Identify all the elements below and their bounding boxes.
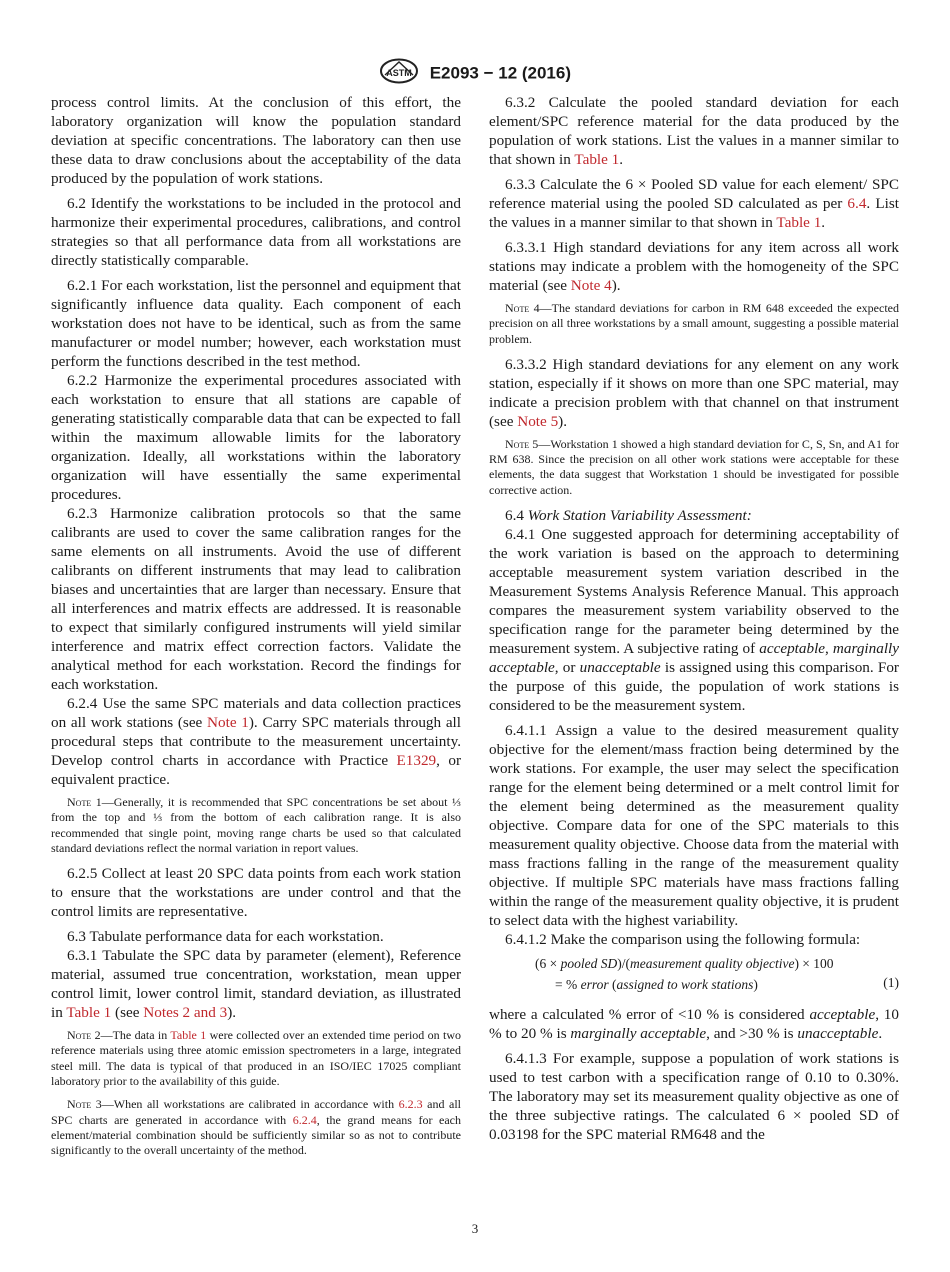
- paragraph-6-2-2: 6.2.2 Harmonize the experimental procedures associated with each workstation to ensure that all stations are capable of generating statistically comparable data that can be expected to fall within the maximum allowable limits for the laboratory organization. Ideally, all workstations within the laboratory organization will have essentially the same experimental procedures.: [51, 372, 461, 503]
- formula-line-2: = % error (assigned to work stations): [555, 977, 758, 993]
- formula-line-1: (6 × pooled SD)/(measurement quality objective) × 100: [535, 956, 834, 972]
- table-1-link-2[interactable]: Table 1: [574, 151, 620, 168]
- section-6-2-3-link[interactable]: 6.2.3: [398, 1097, 423, 1112]
- paragraph-6-3-2: 6.3.2 Calculate the pooled standard deviation for each element/SPC reference material for the data produced by the population of work stations. List the values in a manner similar to that shown in Table 1.: [489, 94, 899, 168]
- standard-designation: E2093 − 12 (2016): [429, 63, 572, 83]
- notes-2-3-link[interactable]: Notes 2 and 3: [143, 1004, 228, 1022]
- paragraph-where: where a calculated % error of <10 % is considered acceptable, 10 % to 20 % is marginally acceptable, and >30 % is unacceptable.: [489, 1006, 899, 1043]
- paragraph-6-2-5: 6.2.5 Collect at least 20 SPC data points from each work station to ensure that the workstations are under control and that the control limits are representative.: [51, 865, 461, 921]
- paragraph-6-2-1: 6.2.1 For each workstation, list the personnel and equipment that significantly influence data quality. Each component of each workstation does not have to be identical, such as from the same manufacturer or model number; however, each workstation must perform the functions described in the test method.: [51, 277, 461, 370]
- section-6-4-heading: 6.4 Work Station Variability Assessment:: [505, 507, 752, 525]
- e1329-link[interactable]: E1329: [396, 752, 437, 769]
- paragraph-6-3-3: 6.3.3 Calculate the 6 × Pooled SD value for each element/ SPC reference material using the pooled SD calculated as per 6.4. List the values in a manner similar to that shown in Table 1.: [489, 176, 899, 231]
- paragraph-6-4-1-1: 6.4.1.1 Assign a value to the desired measurement quality objective for the element/mass fraction being determined by the work stations. For example, the user may select the specification range for the element being determined or a melt control limit for the element being determined as the measurement quality objective. Compare data for one of the SPC materials to this measurement quality objective. Choose data from the material with mass fractions falling in the range of the measurement quality objective. If multiple SPC materials have mass fractions falling within the range of the measurement quality objective, it is prudent to select data with the highest variability.: [489, 722, 899, 930]
- section-6-2-4-link[interactable]: 6.2.4: [292, 1112, 317, 1127]
- paragraph-6-2-4: 6.2.4 Use the same SPC materials and data collection practices on all work stations (see Note 1). Carry SPC materials through all procedural steps that contribute to the measurement uncertainty. Develop control charts in accordance with Practice E1329, or equivalent practice.: [51, 695, 462, 788]
- section-6-4-link[interactable]: 6.4: [847, 195, 867, 212]
- note-2-table-1-link[interactable]: Table 1: [170, 1028, 207, 1043]
- note-5: Note 5—Workstation 1 showed a high standard deviation for C, S, Sn, and A1 for RM 638. Since the precision on all other work stations were acceptable for these elements, the data suggest that Workstation 1 should be investigated for possible corrective action.: [489, 436, 900, 497]
- paragraph-6-3-1: 6.3.1 Tabulate the SPC data by parameter (element), Reference material, assumed true concentration, workstation, mean upper control limit, lower control limit, standard deviation, as illustrated in Table 1 (see Notes 2 and 3).: [51, 947, 461, 1022]
- paragraph-intro-cont: process control limits. At the conclusion of this effort, the laboratory organization will know the population standard deviation at specific concentrations. The laboratory can then use these data to draw conclusions about the acceptability of the data produced by the population of work stations.: [51, 94, 461, 187]
- paragraph-6-3-3-1: 6.3.3.1 High standard deviations for any item across all work stations may indicate a problem with the homogeneity of the SPC material (see Note 4).: [489, 239, 899, 294]
- paragraph-6-4-1: 6.4.1 One suggested approach for determining acceptability of the work variation is based on the approach to determining acceptable measurement system variation described in the Measurement Systems Analysis Reference Manual. This approach compares the measurement system variability observed to the specification range for the parameter being determined by the measurement system. A subjective rating of acceptable, marginally acceptable, or unacceptable is assigned using this comparison. For the purpose of this guide, the population of work stations is considered to be the measurement system.: [489, 526, 899, 715]
- left-column: [51, 93, 461, 1167]
- note-2: Note 2—The data in Table 1 were collected over an extended time period on two reference materials using three atomic emission spectrometers in a large, integrated steel mill. The data is typical of that produced in an ISO/IEC 17025 compliant laboratory prior to the availability of this guide.: [51, 1028, 462, 1089]
- svg-text:ASTM: ASTM: [386, 68, 412, 78]
- note-4-link[interactable]: Note 4: [570, 277, 612, 294]
- table-1-link-3[interactable]: Table 1: [776, 214, 822, 231]
- astm-logo-icon: [379, 58, 419, 89]
- note-1-link[interactable]: Note 1: [207, 714, 249, 731]
- page-number: 3: [471, 1221, 479, 1236]
- table-1-link[interactable]: Table 1: [66, 1004, 112, 1022]
- note-3: Note 3—When all workstations are calibrated in accordance with 6.2.3 and all SPC charts are generated in accordance with 6.2.4, the grand means for each element/material combination should be sufficiently similar so as not to contribute significantly to the overall uncertainty of the method.: [51, 1097, 462, 1158]
- note-5-link[interactable]: Note 5: [517, 412, 559, 430]
- paragraph-6-3: 6.3 Tabulate performance data for each workstation.: [67, 928, 384, 946]
- formula-1: [489, 953, 899, 995]
- equation-number: (1): [883, 975, 899, 991]
- note-4: Note 4—The standard deviations for carbon in RM 648 exceeded the expected precision on all three workstations by a small amount, suggesting a possible material problem.: [489, 301, 899, 346]
- paragraph-6-2-3: 6.2.3 Harmonize calibration protocols so that the same calibrants are used to cover the same calibration ranges for the same elements on all instruments. Avoid the use of different calibrants on different instruments that may lead to calibration biases and uncertainties that are larger than necessary. Ensure that all interferences and matrix effects are addressed. It is reasonable to expect that similarly configured instruments will yield similar interference and matrix effect correction factors. Validate the analytical method for each workstation. Record the findings for each workstation.: [51, 505, 461, 693]
- paragraph-6-2: 6.2 Identify the workstations to be included in the protocol and harmonize their experimental procedures, calibrations, and control strategies so that all performance data from all workstations are directly statistically comparable.: [51, 195, 461, 269]
- right-column: [489, 93, 899, 1150]
- note-1: Note 1—Generally, it is recommended that SPC concentrations be set about ⅓ from the top and ⅓ from the bottom of each calibration range. It is also recommended that single point, moving range charts be used so that calculated standard deviations reflect the normal variation in report values.: [51, 795, 461, 855]
- paragraph-6-4-1-2: 6.4.1.2 Make the comparison using the following formula:: [505, 931, 861, 949]
- page-header: [0, 58, 950, 89]
- paragraph-6-3-3-2: 6.3.3.2 High standard deviations for any element on any work station, especially if it shows on more than one SPC material, may indicate a precision problem with that channel on that instrument (see Note 5).: [489, 355, 899, 430]
- paragraph-6-4-1-3: 6.4.1.3 For example, suppose a population of work stations is used to test carbon with a specification range of 0.10 to 0.30%. The laboratory may set its measurement quality objective as one of the three subjective ratings. The calculated 6 × pooled SD of 0.03198 for the SPC material RM648 and the: [489, 1050, 899, 1144]
